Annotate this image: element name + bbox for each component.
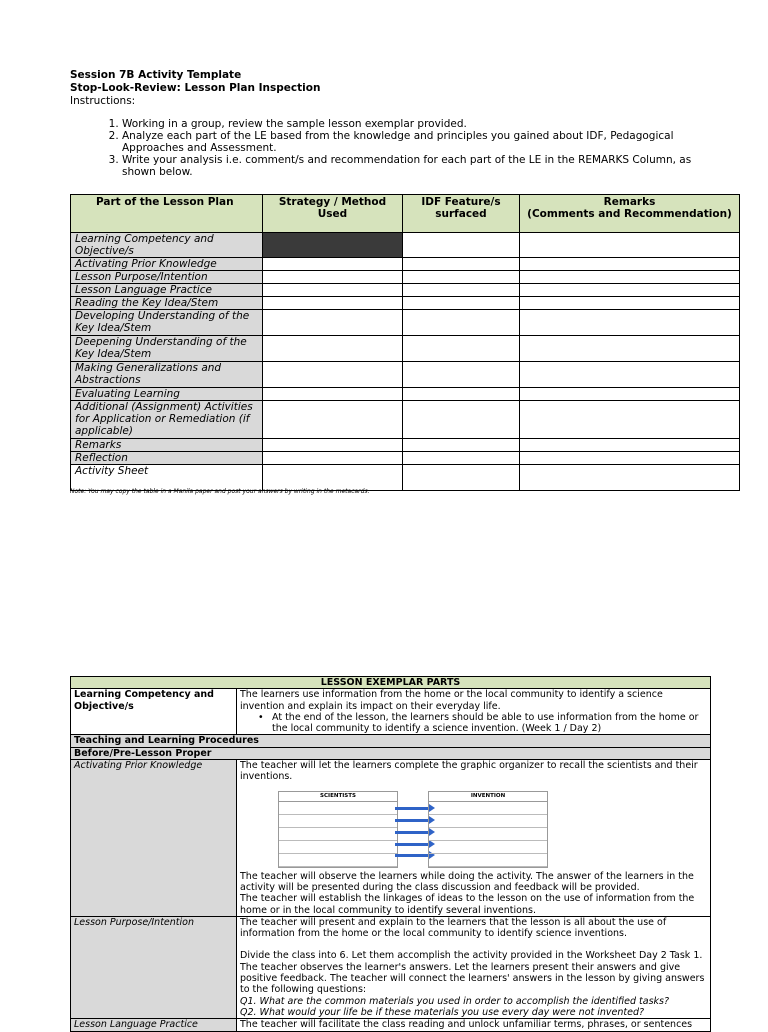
remarks-cell[interactable] [520, 297, 740, 310]
competency-cell [237, 689, 711, 735]
row-label: Learning Competency and Objective/s [71, 233, 263, 258]
apk-text-1: The teacher will let the learners complete the graphic organizer to recall the scientists and their inventions. [240, 760, 698, 783]
row-label: Remarks [71, 439, 263, 452]
organizer-row [279, 802, 397, 815]
row-label: Additional (Assignment) Activities for Application or Remediation (if applicable) [71, 401, 263, 439]
apk-text-2: The teacher will observe the learners while doing the activity. The answer of the learners in the activity will be presented during the class discussion and feedback will be provided. [240, 870, 694, 893]
remarks-cell[interactable] [520, 452, 740, 465]
practice-label: Lesson Language Practice [71, 1019, 237, 1031]
section-before: Before/Pre-Lesson Proper [71, 747, 711, 759]
remarks-cell[interactable] [520, 258, 740, 271]
apk-cell [237, 760, 711, 917]
remarks-cell[interactable] [520, 362, 740, 388]
idf-cell[interactable] [403, 388, 520, 401]
row-label: Activating Prior Knowledge [71, 258, 263, 271]
idf-cell[interactable] [403, 452, 520, 465]
strategy-cell[interactable] [263, 271, 403, 284]
purpose-text-1: The teacher will present and explain to the learners that the lesson is all about the use of information from the home or the local community to identify science inventions. [240, 916, 667, 940]
table-row [71, 689, 711, 735]
idf-cell[interactable] [403, 336, 520, 362]
competency-bullet: • At the end of the lesson, the learners should be able to use information from the home or the local community to identify a science invention. (Week 1 / Day 2) [240, 712, 707, 735]
idf-cell[interactable] [403, 401, 520, 439]
remarks-cell[interactable] [520, 336, 740, 362]
apk-text-3: The teacher will establish the linkages of ideas to the lesson on the use of information from the home or in the local community to identify several inventions. [240, 893, 695, 916]
organizer-scientists-column [278, 791, 398, 868]
strategy-cell[interactable] [263, 362, 403, 388]
instruction-item: 3. Write your analysis i.e. comment/s and recommendation for each part of the LE in the REMARKS Column, as shown below. [122, 154, 722, 178]
header-idf: IDF Feature/s surfaced [403, 195, 520, 233]
exemplar-title: LESSON EXEMPLAR PARTS [71, 677, 711, 689]
remarks-cell[interactable] [520, 465, 740, 491]
idf-cell[interactable] [403, 362, 520, 388]
strategy-cell[interactable] [263, 297, 403, 310]
organizer-scientists-header: SCIENTISTS [279, 792, 397, 802]
competency-text: The learners use information from the home or the local community to identify a science invention and explain its impact on their everyday life. [240, 689, 663, 712]
section-procedures: Teaching and Learning Procedures [71, 735, 711, 747]
graphic-organizer [278, 791, 566, 863]
organizer-row [279, 815, 397, 828]
strategy-cell[interactable] [263, 284, 403, 297]
table-row [71, 336, 740, 362]
table-row [71, 388, 740, 401]
row-label: Lesson Language Practice [71, 284, 263, 297]
apk-label: Activating Prior Knowledge [71, 760, 237, 917]
session-title: Session 7B Activity Template [70, 69, 242, 81]
idf-cell[interactable] [403, 271, 520, 284]
table-row [71, 233, 740, 258]
table-row [71, 465, 740, 491]
arrow-right-icon [395, 819, 431, 822]
header-remarks-line1: Remarks [603, 196, 656, 208]
arrow-right-icon [395, 807, 431, 810]
row-label: Activity Sheet [71, 465, 263, 491]
table-row [71, 916, 711, 1018]
table-row [71, 452, 740, 465]
header-remarks-line2: (Comments and Recommendation) [527, 208, 732, 220]
purpose-text-2: Divide the class into 6. Let them accomplish the activity provided in the Worksheet Day 2 Task 1. The teacher observes the learner's answers. Let the learners present their answers and give positive feedback. The teacher will connect the learners' answers in the lesson by giving answers to the following questions: [240, 950, 705, 996]
table-row [71, 297, 740, 310]
table-row [71, 310, 740, 336]
arrow-right-icon [395, 854, 431, 857]
organizer-row [279, 841, 397, 854]
idf-cell[interactable] [403, 258, 520, 271]
header-remarks [520, 195, 740, 233]
row-label: Making Generalizations and Abstractions [71, 362, 263, 388]
remarks-cell[interactable] [520, 310, 740, 336]
remarks-cell[interactable] [520, 271, 740, 284]
strategy-cell[interactable] [263, 258, 403, 271]
idf-cell[interactable] [403, 465, 520, 491]
blocked-cell [263, 233, 403, 258]
header-strategy: Strategy / Method Used [263, 195, 403, 233]
purpose-label: Lesson Purpose/Intention [71, 916, 237, 1018]
instructions-list [102, 118, 722, 178]
header-part: Part of the Lesson Plan [71, 195, 263, 233]
organizer-row [429, 815, 547, 828]
organizer-row [279, 854, 397, 867]
arrow-right-icon [395, 831, 431, 834]
organizer-row [429, 828, 547, 841]
table-row [71, 760, 711, 917]
organizer-invention-column [428, 791, 548, 868]
idf-cell[interactable] [403, 284, 520, 297]
instruction-item: 2. Analyze each part of the LE based from the knowledge and principles you gained about IDF, Pedagogical Approaches and Assessment. [122, 130, 722, 154]
strategy-cell[interactable] [263, 310, 403, 336]
instruction-item: 1. Working in a group, review the sample lesson exemplar provided. [122, 118, 722, 130]
strategy-cell[interactable] [263, 465, 403, 491]
remarks-cell[interactable] [520, 439, 740, 452]
section-row [71, 747, 711, 759]
idf-cell[interactable] [403, 297, 520, 310]
activity-title: Stop-Look-Review: Lesson Plan Inspection [70, 82, 321, 94]
table-row [71, 1019, 711, 1031]
table-row [71, 284, 740, 297]
exemplar-title-row [71, 677, 711, 689]
table-row [71, 258, 740, 271]
analysis-header-row [71, 195, 740, 233]
table-row [71, 401, 740, 439]
purpose-question-2: Q2. What would your life be if these materials you use every day were not invented? [240, 1006, 645, 1018]
section-row [71, 735, 711, 747]
practice-cell [237, 1019, 711, 1031]
practice-text: The teacher will facilitate the class reading and unlock unfamiliar terms, phrases, or sentences [240, 1019, 693, 1031]
row-label: Reflection [71, 452, 263, 465]
idf-cell[interactable] [403, 310, 520, 336]
organizer-row [279, 828, 397, 841]
remarks-cell[interactable] [520, 233, 740, 258]
row-label: Evaluating Learning [71, 388, 263, 401]
row-label: Lesson Purpose/Intention [71, 271, 263, 284]
idf-cell[interactable] [403, 439, 520, 452]
strategy-cell[interactable] [263, 401, 403, 439]
purpose-cell [237, 916, 711, 1018]
row-label: Deepening Understanding of the Key Idea/Stem [71, 336, 263, 362]
strategy-cell[interactable] [263, 336, 403, 362]
organizer-row [429, 841, 547, 854]
idf-cell[interactable] [403, 233, 520, 258]
arrow-right-icon [395, 843, 431, 846]
competency-label: Learning Competency and Objective/s [71, 689, 237, 735]
table-note: Note: You may copy the table in a Manila paper and post your answers by writing in the metacards. [70, 488, 370, 495]
table-row [71, 271, 740, 284]
instructions-label: Instructions: [70, 95, 136, 107]
organizer-invention-header: INVENTION [429, 792, 547, 802]
row-label: Reading the Key Idea/Stem [71, 297, 263, 310]
exemplar-table [70, 676, 711, 1032]
organizer-row [429, 802, 547, 815]
remarks-cell[interactable] [520, 388, 740, 401]
strategy-cell[interactable] [263, 452, 403, 465]
row-label: Developing Understanding of the Key Idea/Stem [71, 310, 263, 336]
purpose-question-1: Q1. What are the common materials you used in order to accomplish the identified tasks? [240, 995, 670, 1007]
strategy-cell[interactable] [263, 439, 403, 452]
strategy-cell[interactable] [263, 388, 403, 401]
remarks-cell[interactable] [520, 401, 740, 439]
table-row [71, 439, 740, 452]
analysis-table [70, 194, 740, 491]
table-row [71, 362, 740, 388]
organizer-row [429, 854, 547, 867]
remarks-cell[interactable] [520, 284, 740, 297]
